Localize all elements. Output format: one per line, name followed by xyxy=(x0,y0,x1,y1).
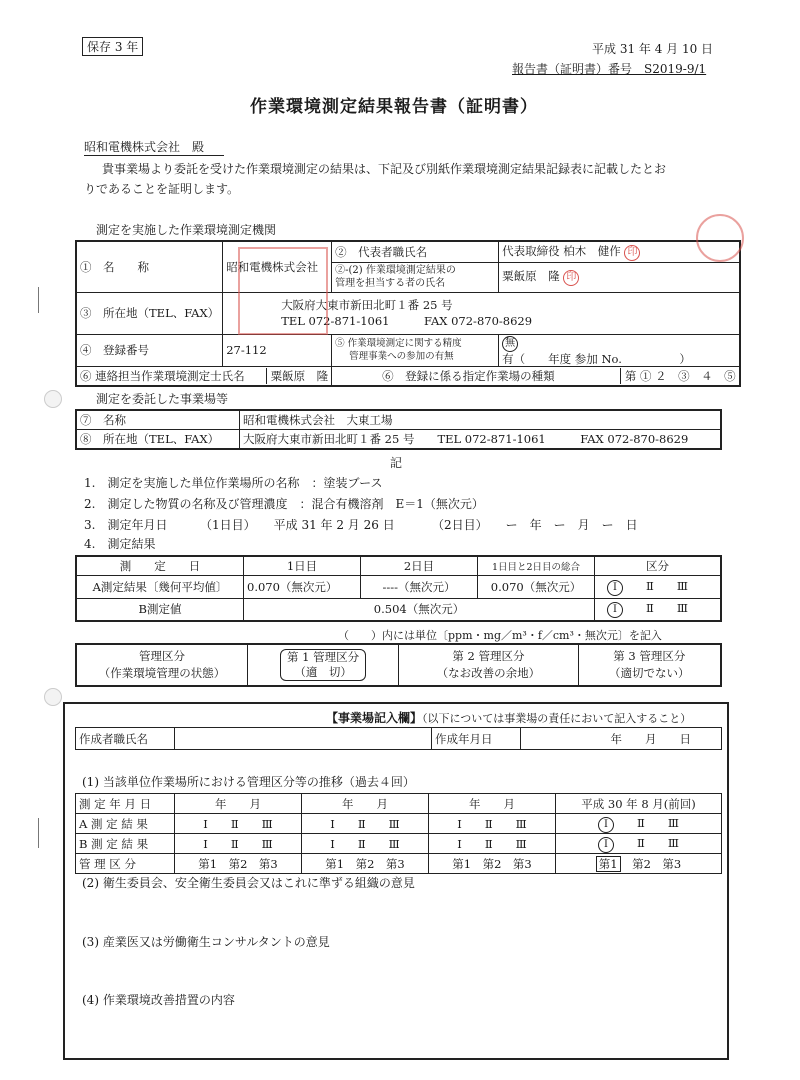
history-m-3-c2: 第2 xyxy=(482,856,502,871)
binder-hole-bottom xyxy=(44,688,62,706)
results-header-day: 測 定 日 xyxy=(76,556,244,575)
retention-box: 保存 3 年 xyxy=(82,37,143,56)
client-section-label: 測定を委託した事業場等 xyxy=(96,392,229,406)
results-b-class-2: Ⅱ xyxy=(646,601,654,616)
mgmt-class-1b: （適 切） xyxy=(294,665,352,679)
org-rep-name: 代表取締役 柏木 健作 xyxy=(502,243,621,258)
report-number: 報告書（証明書）番号 S2019-9/1 xyxy=(512,62,707,76)
history-m-last-c2: 第2 xyxy=(632,856,651,871)
results-b-class-1: Ⅰ xyxy=(607,602,623,618)
history-date-2: 年 月 xyxy=(302,794,429,814)
body-text-1: 貴事業場より委託を受けた作業環境測定の結果は、下記及び別紙作業環境測定結果記録表に記載したとお xyxy=(102,162,667,176)
history-a-1-r1: Ⅰ xyxy=(203,816,208,831)
recipient: 昭和電機株式会社 殿 xyxy=(84,138,224,156)
history-a-last-r2: Ⅱ xyxy=(637,815,645,830)
history-m-last-c3: 第3 xyxy=(662,856,682,871)
history-a-last xyxy=(556,814,722,834)
client-table xyxy=(75,409,722,450)
history-b-last xyxy=(556,834,722,854)
history-m-label: 管 理 区 分 xyxy=(76,854,175,874)
results-b-class xyxy=(595,598,722,621)
results-a-class xyxy=(595,575,722,598)
site-author-table xyxy=(75,727,722,750)
history-b-3-r2: Ⅱ xyxy=(484,836,493,851)
history-b-2-r2: Ⅱ xyxy=(357,836,366,851)
org-tel: TEL 072-871-1061 xyxy=(281,314,390,328)
org-type-selected: ① xyxy=(639,368,652,383)
history-m-last xyxy=(556,854,722,874)
history-a-1 xyxy=(175,814,302,834)
item-3-day1: （1日目） 平成 31 年 2 月 26 日 xyxy=(200,518,395,532)
margin-mark xyxy=(38,287,39,313)
history-a-3-r1: Ⅰ xyxy=(457,816,462,831)
history-a-1-r2: Ⅱ xyxy=(230,816,239,831)
results-b-label: B測定値 xyxy=(76,598,244,621)
mgmt-class-2 xyxy=(399,644,578,686)
org-type-rest: ２ ③ ４ ⑤ xyxy=(655,368,736,383)
margin-mark xyxy=(38,818,39,848)
history-a-1-r3: Ⅲ xyxy=(261,816,273,831)
mgmt-class-1a: 第 1 管理区分 xyxy=(287,650,360,664)
prec-none-circle: 無 xyxy=(502,336,518,352)
author-field[interactable] xyxy=(175,728,432,750)
history-m-1-c1: 第1 xyxy=(198,856,218,871)
company-seal-stamp xyxy=(238,247,328,335)
history-header-label: 測 定 年 月 日 xyxy=(76,794,175,814)
history-b-3-r1: Ⅰ xyxy=(457,836,462,851)
org-prec-yes: 有（ 年度 参加 No. ） xyxy=(502,351,691,366)
management-class-table xyxy=(75,643,722,687)
results-a-day2: ----（無次元） xyxy=(361,575,478,598)
body-text-2: りであることを証明します。 xyxy=(84,182,240,196)
history-a-2-r3: Ⅲ xyxy=(388,816,400,831)
org-contact-cell xyxy=(76,366,332,386)
history-date-1: 年 月 xyxy=(175,794,302,814)
mgmt-label-1: 管理区分 xyxy=(139,649,185,663)
mgmt-label xyxy=(76,644,248,686)
history-a-3 xyxy=(429,814,556,834)
org-prec-label-2: 管理事業への参加の有無 xyxy=(349,351,454,362)
client-fax: FAX 072-870-8629 xyxy=(580,431,689,446)
item-4: 4. 測定結果 xyxy=(84,537,156,551)
org-reg: 27-112 xyxy=(223,334,332,366)
client-addr-text: 大阪府大東市新田北町１番 25 号 TEL 072-871-1061 xyxy=(243,431,546,446)
mgr-seal-icon: 印 xyxy=(563,270,579,286)
org-prec xyxy=(499,334,740,366)
results-b-class-3: Ⅲ xyxy=(676,601,688,616)
results-a-day1: 0.070（無次元） xyxy=(244,575,361,598)
history-m-2-c2: 第2 xyxy=(355,856,375,871)
client-addr-label: ⑧ 所在地（TEL、FAX） xyxy=(76,429,240,449)
history-a-last-r3: Ⅲ xyxy=(667,815,679,830)
history-b-1-r1: Ⅰ xyxy=(203,836,208,851)
org-addr-line: 大阪府大東市新田北町１番 25 号 xyxy=(281,298,453,312)
org-mgr-label xyxy=(332,262,499,292)
results-header-day2: 2日目 xyxy=(361,556,478,575)
binder-hole-top xyxy=(44,390,62,408)
history-date-3: 年 月 xyxy=(429,794,556,814)
results-a-class-2: Ⅱ xyxy=(646,578,654,593)
author-date-field[interactable]: 年 月 日 xyxy=(521,728,722,750)
mgmt-label-2: （作業環境管理の状態） xyxy=(98,666,226,680)
history-a-label: A 測 定 結 果 xyxy=(76,814,175,834)
question-4: (4) 作業環境改善措置の内容 xyxy=(82,993,235,1007)
history-m-3-c1: 第1 xyxy=(452,856,472,871)
history-m-2-c3: 第3 xyxy=(385,856,405,871)
client-addr xyxy=(240,429,722,449)
item-3-day2: （2日目） ー 年 ー 月 ー 日 xyxy=(432,518,638,532)
org-table xyxy=(75,240,741,387)
item-1: 1. 測定を実施した単位作業場所の名称 ：塗装ブース xyxy=(84,476,383,490)
results-a-label: A測定結果〔幾何平均値〕 xyxy=(76,575,244,598)
history-b-1-r3: Ⅲ xyxy=(261,836,273,851)
author-date-label: 作成年月日 xyxy=(432,728,521,750)
history-title: (1) 当該単位作業場所における管理区分等の推移（過去４回） xyxy=(82,775,415,789)
history-m-2-c1: 第1 xyxy=(325,856,345,871)
history-a-2-r1: Ⅰ xyxy=(330,816,335,831)
org-fax: FAX 072-870-8629 xyxy=(423,314,533,328)
mgmt-class-2b: （なお改善の余地） xyxy=(436,666,541,680)
history-a-2-r2: Ⅱ xyxy=(357,816,366,831)
org-contact: 粟飯原 隆 xyxy=(270,368,329,383)
report-date: 平成 31 年 4 月 10 日 xyxy=(592,42,714,56)
org-prec-label xyxy=(332,334,499,366)
history-b-last-r1: Ⅰ xyxy=(598,837,614,853)
org-type-label: ⑥ 登録に係る指定作業場の種類 xyxy=(382,368,621,384)
history-m-1-c2: 第2 xyxy=(228,856,248,871)
results-table xyxy=(75,555,722,622)
client-name: 昭和電機株式会社 大東工場 xyxy=(240,410,722,429)
history-b-1 xyxy=(175,834,302,854)
page-title: 作業環境測定結果報告書（証明書） xyxy=(250,97,538,117)
org-section-label: 測定を実施した作業環境測定機関 xyxy=(96,223,277,237)
history-a-2 xyxy=(302,814,429,834)
history-m-3-c3: 第3 xyxy=(512,856,532,871)
history-m-3 xyxy=(429,854,556,874)
results-a-both: 0.070（無次元） xyxy=(478,575,595,598)
results-header-day1: 1日目 xyxy=(244,556,361,575)
results-header-both: 1日目と2日目の総合 xyxy=(478,556,595,575)
site-note: （以下については事業場の責任において記入すること） xyxy=(422,712,692,725)
mgmt-class-2a: 第 2 管理区分 xyxy=(452,649,525,663)
org-addr-label: ③ 所在地（TEL、FAX） xyxy=(76,292,223,334)
org-mgr-name: 粟飯原 隆 xyxy=(502,269,560,283)
history-b-2-r1: Ⅰ xyxy=(330,836,335,851)
question-3: (3) 産業医又は労働衛生コンサルタントの意見 xyxy=(82,935,330,949)
history-a-last-r1: Ⅰ xyxy=(598,817,614,833)
history-date-last: 平成 30 年 8 月(前回) xyxy=(556,794,722,814)
history-b-1-r2: Ⅱ xyxy=(230,836,239,851)
history-b-2-r3: Ⅲ xyxy=(388,836,400,851)
org-name: 昭和電機株式会社 xyxy=(223,241,332,292)
mgmt-class-1 xyxy=(248,644,399,686)
org-prec-label-1: ⑤ 作業環境測定に関する精度 xyxy=(335,338,462,349)
history-m-2 xyxy=(302,854,429,874)
history-b-last-r3: Ⅲ xyxy=(667,835,679,850)
history-a-3-r2: Ⅱ xyxy=(484,816,493,831)
history-m-1-c3: 第3 xyxy=(258,856,278,871)
history-b-label: B 測 定 結 果 xyxy=(76,834,175,854)
org-rep-label: ② 代表者職氏名 xyxy=(332,241,499,262)
mgmt-class-3a: 第 3 管理区分 xyxy=(613,649,686,663)
item-3-head: 3. 測定年月日 xyxy=(84,518,168,532)
mgmt-class-3 xyxy=(578,644,721,686)
org-mgr xyxy=(499,262,740,292)
results-b-value: 0.504（無次元） xyxy=(244,598,595,621)
org-reg-label: ④ 登録番号 xyxy=(76,334,223,366)
org-contact-label: ⑥ 連絡担当作業環境測定士氏名 xyxy=(80,368,267,384)
representative-seal-stamp xyxy=(696,214,744,262)
results-header-class: 区分 xyxy=(595,556,722,575)
history-table xyxy=(75,793,722,874)
org-type-first: 第 xyxy=(624,368,637,383)
org-mgr-label-2: 管理を担当する者の氏名 xyxy=(335,278,446,289)
history-m-1 xyxy=(175,854,302,874)
site-title-text: 【事業場記入欄】 xyxy=(326,711,423,725)
history-b-2 xyxy=(302,834,429,854)
unit-note: （ ）内には単位〔ppm・mg／m³・f／cm³・無次元〕を記入 xyxy=(338,629,662,642)
history-m-last-c1: 第1 xyxy=(596,856,621,872)
results-a-class-1: Ⅰ xyxy=(607,580,623,596)
ki-label: 記 xyxy=(390,456,403,470)
item-2: 2. 測定した物質の名称及び管理濃度 ：混合有機溶剤 E＝1（無次元） xyxy=(84,497,484,511)
question-2: (2) 衛生委員会、安全衛生委員会又はこれに準ずる組織の意見 xyxy=(82,876,415,890)
history-b-3 xyxy=(429,834,556,854)
mgmt-class-3b: （適切でない） xyxy=(609,666,690,680)
org-mgr-label-1: ②-(2) 作業環境測定結果の xyxy=(335,265,456,276)
site-title xyxy=(326,709,691,726)
history-b-3-r3: Ⅲ xyxy=(515,836,527,851)
org-type-cell xyxy=(332,366,740,386)
author-label: 作成者職氏名 xyxy=(76,728,175,750)
rep-seal-icon: 印 xyxy=(624,245,640,261)
org-name-label: ① 名 称 xyxy=(76,241,223,292)
history-a-3-r3: Ⅲ xyxy=(515,816,527,831)
history-b-last-r2: Ⅱ xyxy=(637,835,645,850)
results-a-class-3: Ⅲ xyxy=(676,578,688,593)
client-name-label: ⑦ 名称 xyxy=(76,410,240,429)
